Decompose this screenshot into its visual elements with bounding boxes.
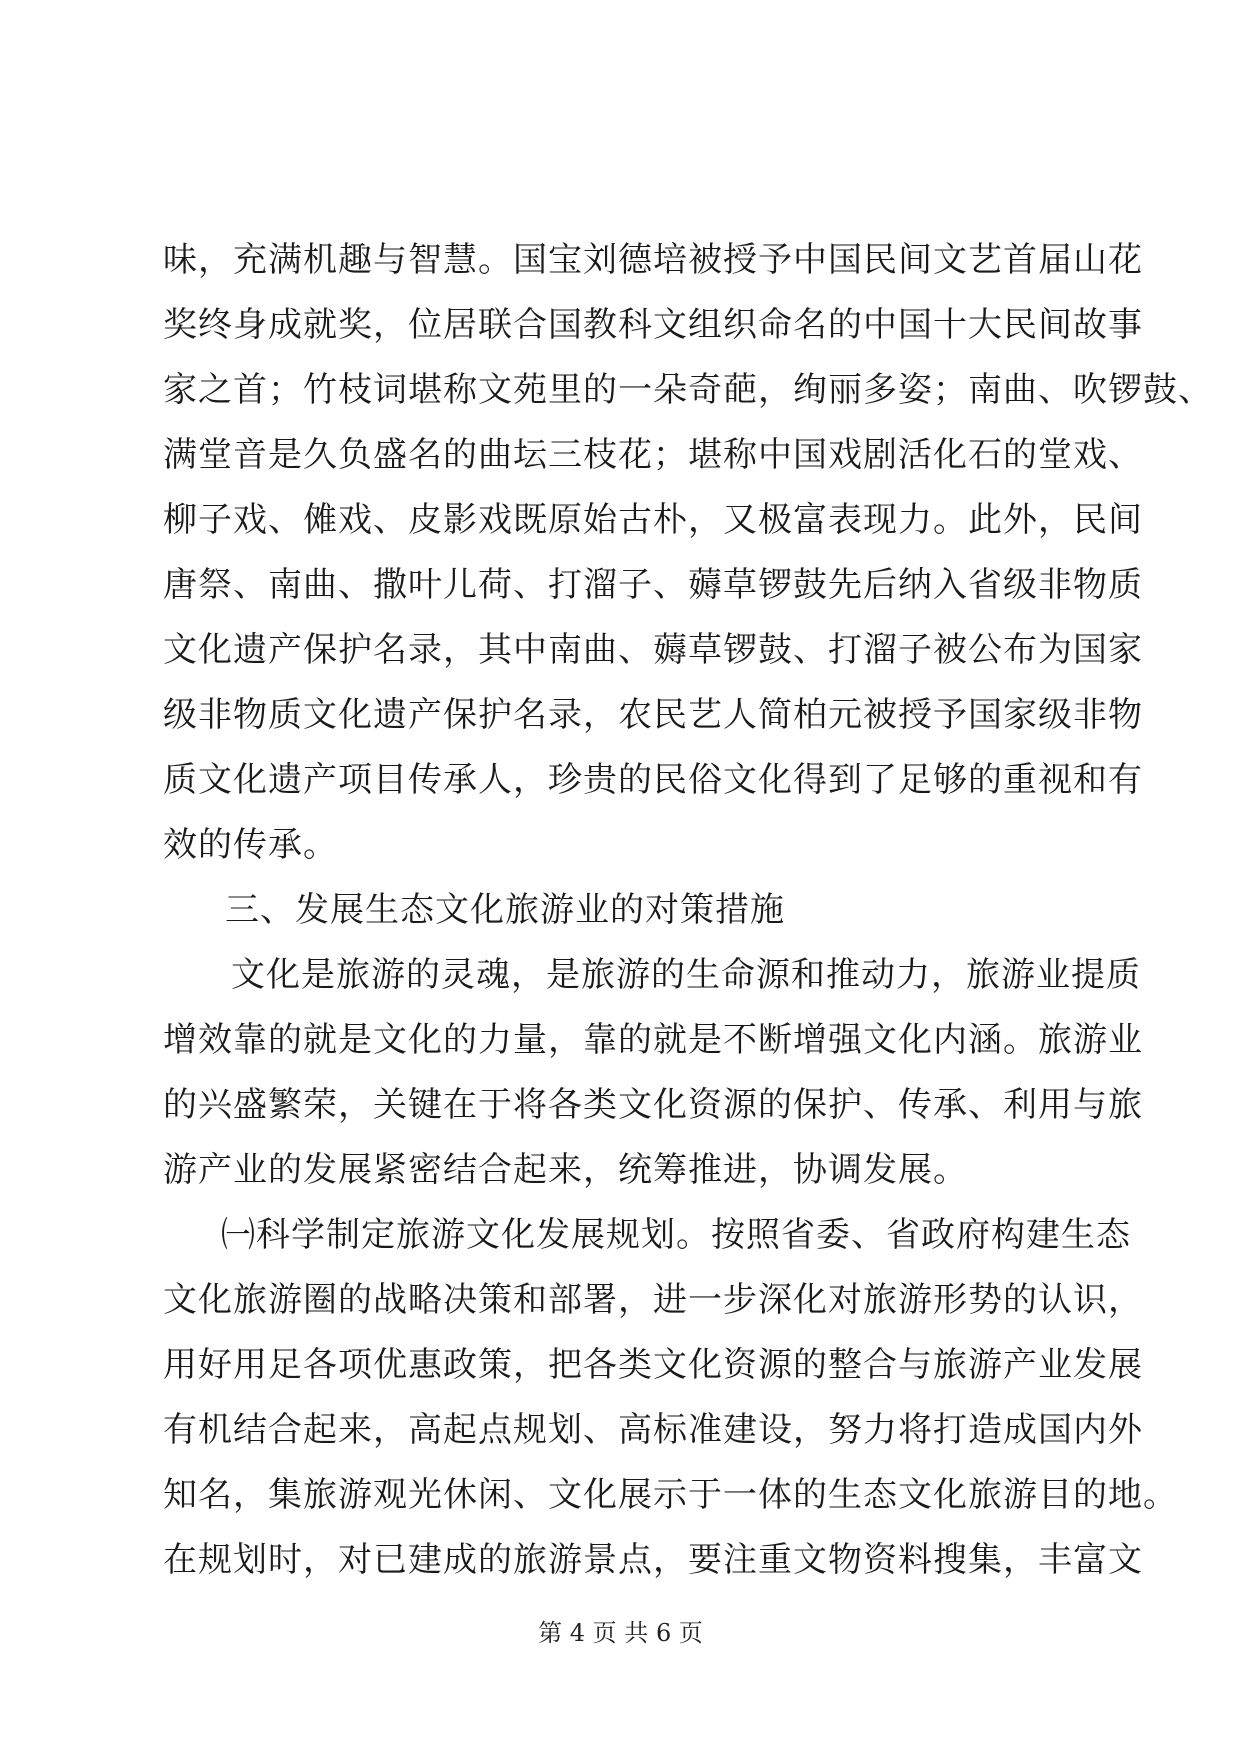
paragraph-planning — [163, 1203, 1178, 1593]
text-line: ㈠科学制定旅游文化发展规划。按照省委、省政府构建生态 — [221, 1215, 1131, 1255]
text-line: 有机结合起来，高起点规划、高标准建设，努力将打造成国内外 — [163, 1410, 1143, 1450]
text-line: 家之首；竹枝词堪称文苑里的一朵奇葩，绚丽多姿；南曲、吹锣鼓、 — [163, 370, 1213, 410]
text-line: 的兴盛繁荣，关键在于将各类文化资源的保护、传承、利用与旅 — [163, 1085, 1143, 1125]
text-line: 在规划时，对已建成的旅游景点，要注重文物资料搜集，丰富文 — [163, 1540, 1143, 1580]
page-footer: 第 4 页 共 6 页 — [538, 1619, 703, 1647]
text-line: 唐祭、南曲、撒叶儿荷、打溜子、薅草锣鼓先后纳入省级非物质 — [163, 565, 1143, 605]
text-line: 味，充满机趣与智慧。国宝刘德培被授予中国民间文艺首届山花 — [163, 240, 1143, 280]
text-line: 满堂音是久负盛名的曲坛三枝花；堪称中国戏剧活化石的堂戏、 — [163, 435, 1143, 475]
text-line: 效的传承。 — [163, 825, 338, 865]
section-heading: 三、发展生态文化旅游业的对策措施 — [225, 890, 785, 930]
text-line: 用好用足各项优惠政策，把各类文化资源的整合与旅游产业发展 — [163, 1345, 1143, 1385]
text-line: 知名，集旅游观光休闲、文化展示于一体的生态文化旅游目的地。 — [163, 1475, 1178, 1515]
paragraph-folk-culture — [163, 228, 1213, 878]
text-line: 游产业的发展紧密结合起来，统筹推进，协调发展。 — [163, 1150, 968, 1190]
text-line: 文化是旅游的灵魂，是旅游的生命源和推动力，旅游业提质 — [231, 955, 1141, 995]
text-line: 文化旅游圈的战略决策和部署，进一步深化对旅游形势的认识， — [163, 1280, 1143, 1320]
text-line: 文化遗产保护名录，其中南曲、薅草锣鼓、打溜子被公布为国家 — [163, 630, 1143, 670]
text-line: 增效靠的就是文化的力量，靠的就是不断增强文化内涵。旅游业 — [163, 1020, 1143, 1060]
document-body — [163, 228, 1213, 1593]
text-line: 柳子戏、傩戏、皮影戏既原始古朴，又极富表现力。此外，民间 — [163, 500, 1143, 540]
text-line: 奖终身成就奖，位居联合国教科文组织命名的中国十大民间故事 — [163, 305, 1143, 345]
paragraph-culture-soul — [163, 943, 1143, 1203]
text-line: 级非物质文化遗产保护名录，农民艺人简柏元被授予国家级非物 — [163, 695, 1143, 735]
text-line: 质文化遗产项目传承人，珍贵的民俗文化得到了足够的重视和有 — [163, 760, 1143, 800]
